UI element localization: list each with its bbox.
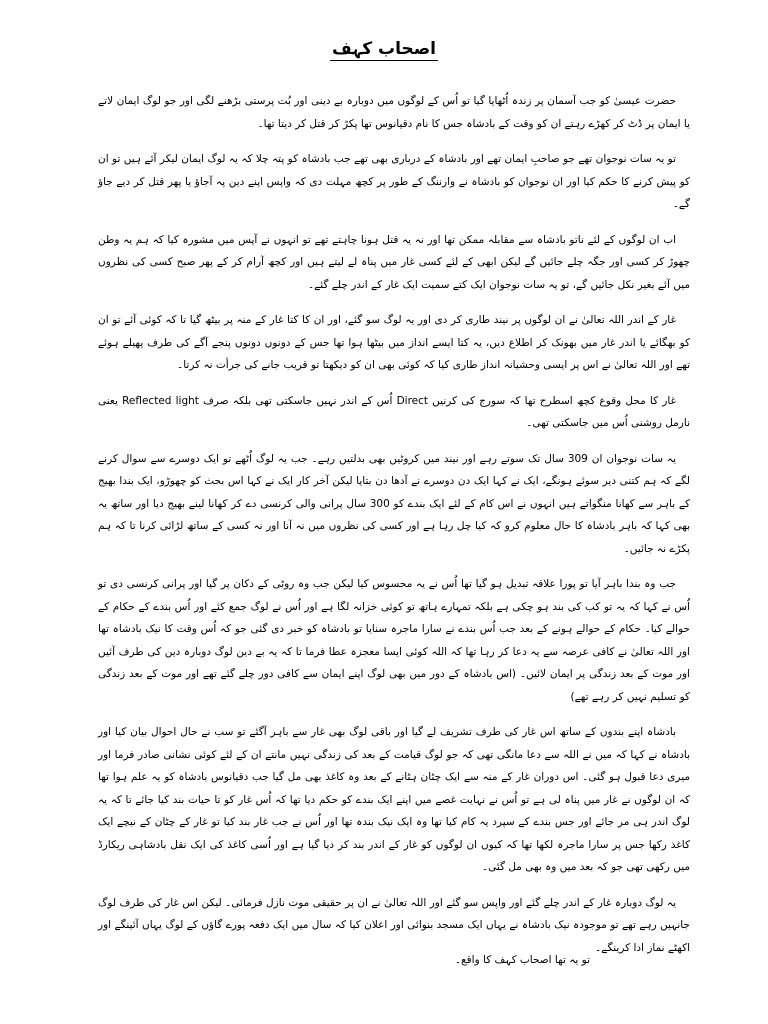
paragraph-9: یہ لوگ دوبارہ غار کے اندر چلے گئے اور واپس سو گئے اور اللہ تعالیٰ نے ان پر حقیقی موت نازل فرمائی۔ لیکن اس غار کی طرف لوگ جانہیں رہے تھے تو موجودہ نیک بادشاہ نے یہاں ایک مسجد بنوائی اور اعلان کیا کہ سال میں ایک دفعہ پورے گاؤں کے لوگ یہاں آئینگے اور اکھٹے نماز ادا کرینگے۔ (98, 896, 690, 954)
document-body (98, 90, 690, 972)
closing-line: تو یہ تھا اصحاب کہف کا واقع۔ (454, 954, 590, 966)
paragraph-6: یہ سات نوجوان ان 309 سال تک سوتے رہے اور نیند میں کروٹیں بھی بدلتیں رہے۔ جب یہ لوگ اُٹھے تو ایک دوسرے سے سوال کرنے لگے کہ ہم کتنی دیر سوئے ہونگے، ایک نے کہا ایک دن دوسرے نے آدھا دن بتایا لیکن آخر کار ایک نے کہا اس بحث کو چھوڑو، ایک بندا بھیج کے باہر سے کھانا منگواتے ہیں انہوں نے اس کام کے لئے ایک بندے کو 300 سال پرانی والی کرنسی دے کر کھانا لینے بھیج دیا اور ساتھ یہ بھی کہا کہ باہر بادشاہ کا حال معلوم کرو کہ کیا چل رہا ہے اور کسی کی نظروں میں نہ آنا اور نہ کسی کے ساتھ لڑائی کرنا تا کہ ہم پکڑے نہ جائیں۔ (98, 452, 690, 555)
paragraph-4: غار کے اندر اللہ تعالیٰ نے ان لوگوں پر نیند طاری کر دی اور یہ لوگ سو گئے، اور ان کا کتا غار کے منہ پر بیٹھ گیا تا کہ کوئی آئے تو ان کو بھگائے یا اندر غار میں بھونک کر اطلاع دیں، یہ کتا ایسے انداز میں بیٹھا ہوا تھا جس کے دونوں دونوں پنجے آگے کی طرف پھیلے ہوئے تھے اور اللہ تعالیٰ نے اس پر ایسی وحشیانہ انداز طاری کیا کہ کوئی بھی ان کو دیکھتا تو قریب جانے کی جرأت نہ کرتا۔ (98, 314, 690, 371)
paragraph-1: حضرت عیسیٰ کو جب آسمان پر زندہ اُٹھایا گیا تو اُس کے لوگوں میں دوبارہ بے دینی اور بُت پرستی بڑھنے لگی اور جو لوگ ایمان لاتے یا ایمان پر ڈٹ کر کھڑے رہتے ان کو وقت کے بادشاہ جس کا نام دقیانوس تھا پکڑ کر قتل کر دیتا تھا۔ (98, 95, 690, 130)
page-title-text: اصحاب کہف (332, 39, 436, 59)
paragraph-3: اب ان لوگوں کے لئے ناتو بادشاہ سے مقابلہ ممکن تھا اور نہ یہ قتل ہونا چاہتے تھے تو انہوں نے آپس میں مشورہ کیا کہ ہم یہ وطن چھوڑ کر کسی اور جگہ چلے جائیں گے لیکن ابھی کے لئے کسی غار میں پناہ لے لیتے ہیں اور کچھ آرام کر کے پھر صبح کسی کی نظروں میں آئے بغیر نکل جائیں گے، تو یہ سات نوجوان ایک کتے سمیت ایک غار کے اندر چلے گئے۔ (98, 233, 690, 291)
paragraph-8: بادشاہ اپنے بندوں کے ساتھ اس غار کی طرف تشریف لے گیا اور باقی لوگ بھی غار سے باہر آگئے تو سب نے حال احوال بیان کیا اور بادشاہ نے کہا کہ میں نے اللہ سے دعا مانگی تھی کہ جو لوگ قیامت کے بعد کی زندگی نہیں مانتے ان کے لئے کوئی نشانی صادر فرما اور میری دعا قبول ہو گئی۔ اس دوران غار کے منہ سے ایک چٹان ہٹانے کے بعد وہ کاغذ بھی مل گیا جب دقیانوس بادشاہ کو یہ علم ہوا تھا کہ ان لوگوں نے غار میں پناہ لی ہے تو اُس نے نہایت غصے میں اپنے ایک بندے کو حکم دیا تھا کہ اُس غار کو تا حیات بند کیا جائے تا کہ یہ لوگ اندر ہی مر جائے اور جس بندے کے سپرد یہ کام کیا تھا وہ ایک نیک بندہ تھا اور اُس نے جب غار بند کیا تو غار کے چٹان کے نیچے ایک کاغذ رکھا جس پر سارا ماجرہ لکھا تھا کہ کیوں ان لوگوں کو غار کے اندر بند کر دیا گیا ہے اور اُسی کاغذ کی ایک نقل بادشاہی ریکارڈ میں رکھی تھی جو کہ بعد میں وہ بھی مل گئی۔ (98, 726, 690, 873)
paragraph-7: جب وہ بندا باہر آیا تو پورا علاقہ تبدیل ہو گیا تھا اُس نے یہ محسوس کیا لیکن جب وہ روٹی کے دکان پر گیا اور پرانی کرنسی دی تو اُس نے کہا کہ یہ تو کب کی بند ہو چکی ہے بلکہ تمہارے ہاتھ تو کوئی خزانہ لگا ہے اور اُس نے لوگ جمع کئے اور اُس بندے کے حکام کے حوالے کیا۔ حکام کے حوالے ہونے کے بعد جب اُس بندے نے سارا ماجرہ سنایا تو بادشاہ کو خبر دی گئی جو کہ اُس وقت کا نیک بادشاہ تھا اور اللہ تعالیٰ نے کافی عرصہ سے یہ دعا کر رہا تھا کہ اللہ کوئی ایسا معجزہ عطا فرما تا کہ یہ بے دین لوگ دوبارہ دین کی طرف آئیں اور موت کے بعد زندگی پر ایمان لائیں۔ (اس بادشاہ کے دور میں بھی لوگ اپنے ایمان سے کافی دور چلے گئے تھے اور موت کے بعد زندگی کو تسلیم نہیں کر رہے تھے) (98, 578, 690, 703)
paragraph-5: غار کا محل وقوع کچھ اسطرح تھا کہ سورج کی کرنیں Direct اُس کے اندر نہیں جاسکتی تھی بلکہ صرف Reflected light یعنی نارمل روشنی اُس میں جاسکتی تھی۔ (98, 394, 690, 429)
page-title (0, 38, 768, 59)
paragraph-2: تو یہ سات نوجوان تھے جو صاحبِ ایمان تھے اور بادشاہ کے درباری بھی تھے جب بادشاہ کو پتہ چلا کہ یہ لوگ ایمان لیکر آئے ہیں تو ان کو پیش کرنے کا حکم کیا اور ان نوجوان کو بادشاہ نے وارننگ کے طور پر کچھ مہلت دی کہ واپس اپنے دین پہ آجاؤ یا پھر قتل کر دیے جاؤ گے۔ (98, 153, 690, 210)
